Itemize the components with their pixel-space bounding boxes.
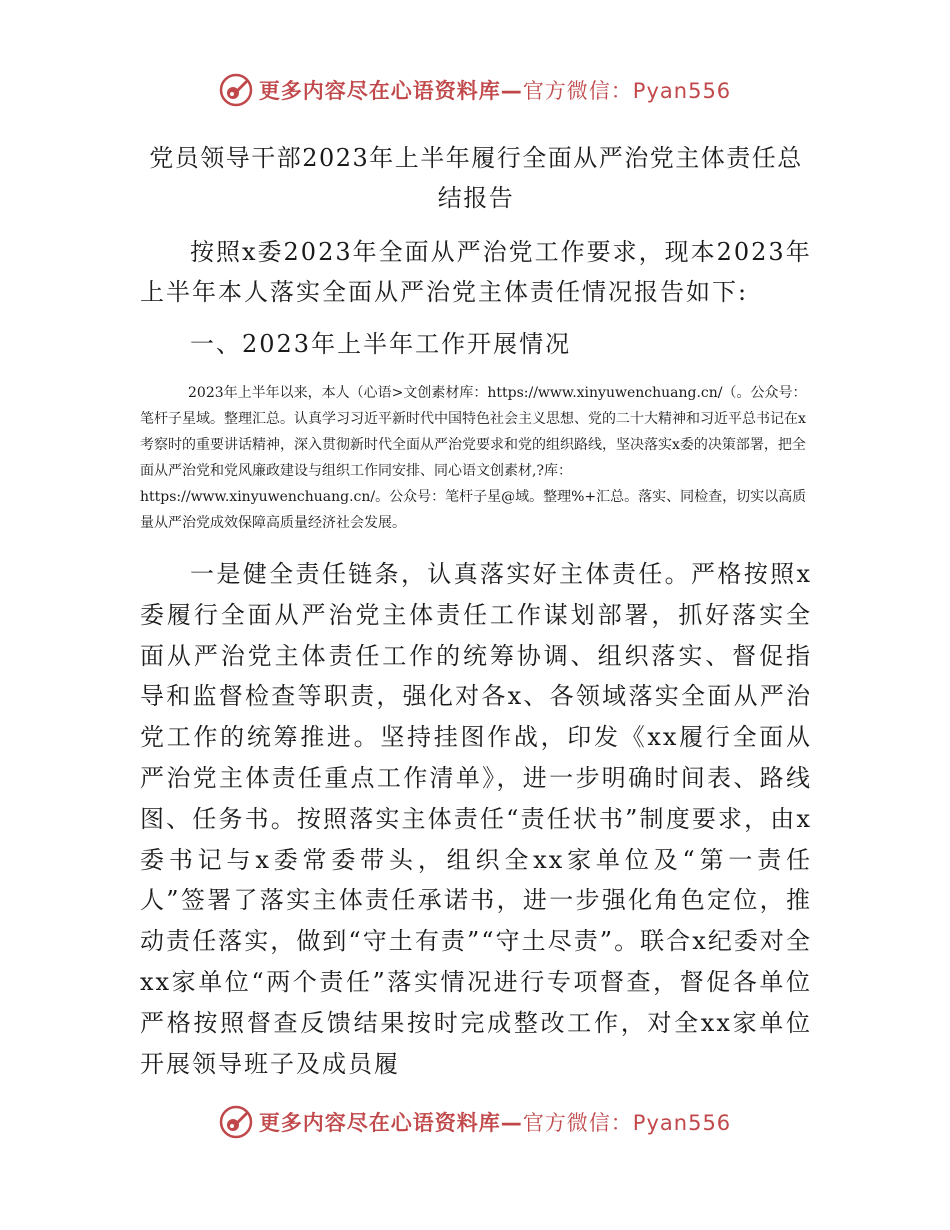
banner-text: 更多内容尽在心语资料库—官方微信：Pyan556 (258, 79, 732, 103)
footer-banner (0, 1100, 950, 1144)
body-paragraph: 一是健全责任链条，认真落实好主体责任。严格按照x委履行全面从严治党主体责任工作谋划部署，抓好落实全面从严治党主体责任工作的统筹协调、组织落实、督促指导和监督检查等职责，强化对各x、各领域落实全面从严治党工作的统筹推进。坚持挂图作战，印发《xx履行全面从严治党主体责任重点工作清单》，进一步明确时间表、路线图、任务书。按照落实主体责任“责任状书”制度要求，由x委书记与x委常委带头，组织全xx家单位及“第一责任人”签署了落实主体责任承诺书，进一步强化角色定位，推动责任落实，做到“守土有责”“守土尽责”。联合x纪委对全xx家单位“两个责任”落实情况进行专项督查，督促各单位严格按照督查反馈结果按时完成整改工作，对全xx家单位开展领导班子及成员履 (140, 560, 812, 1078)
small-paragraph: 2023年上半年以来，本人（心语>文创素材库：https://www.xinyuwenchuang.cn/（。公众号：笔杆子星域。整理汇总。认真学习习近平新时代中国特色社会主义思想、党的二十大精神和习近平总书记在x考察时的重要讲话精神，深入贯彻新时代全面从严治党要求和党的组织路线，坚决落实x委的决策部署，把全面从严治党和党风廉政建设与组织工作同安排、同心语文创素材,?库：https://www.xinyuwenchuang.cn/。公众号：笔杆子星@域。整理%+汇总。落实、同检查，切实以高质量从严治党成效保障高质量经济社会发展。 (140, 385, 807, 531)
document-page (140, 138, 812, 1084)
quill-logo-icon (219, 73, 253, 107)
header-banner (0, 68, 950, 112)
section-heading: 一、2023年上半年工作开展情况 (190, 330, 572, 358)
document-title: 党员领导干部2023年上半年履行全面从严治党主体责任总结报告 (149, 144, 803, 212)
banner-text: 更多内容尽在心语资料库—官方微信：Pyan556 (258, 1111, 732, 1135)
banner-wechat: 官方微信：Pyan556 (522, 1111, 732, 1135)
banner-wechat: 官方微信：Pyan556 (522, 79, 732, 103)
quill-logo-icon (219, 1105, 253, 1139)
intro-paragraph: 按照x委2023年全面从严治党工作要求，现本2023年上半年本人落实全面从严治党主体责任情况报告如下: (140, 238, 812, 306)
